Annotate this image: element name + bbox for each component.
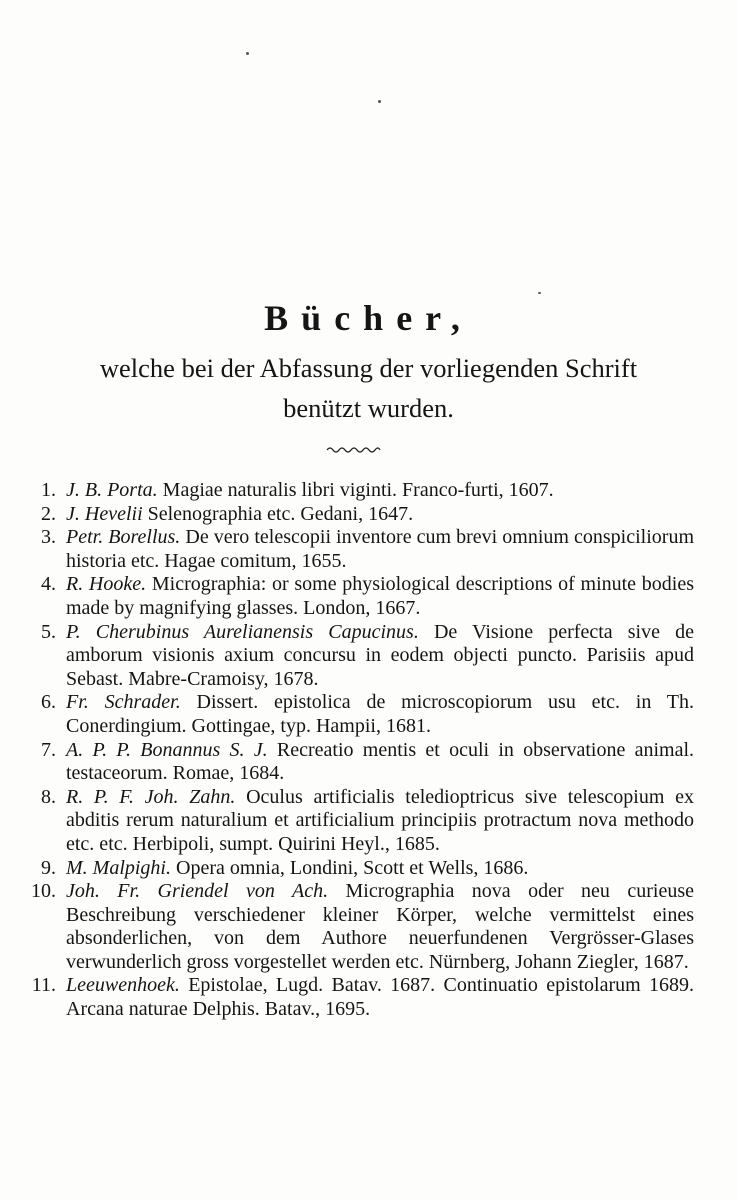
page-heading: Bücher,: [264, 298, 473, 338]
reference-text: Recreatio mentis et oculi in observatione animal. testaceorum. Romae, 1684.: [66, 738, 695, 785]
subtitle-line-1: welche bei der Abfassung der vorliegenden Schrift: [99, 353, 638, 383]
reference-number: 4.: [41, 573, 56, 596]
reference-number: 7.: [41, 738, 56, 761]
reference-author: Fr. Schrader.: [66, 691, 181, 714]
reference-list: [18, 479, 694, 1022]
reference-text: Selenographia etc. Gedani, 1647.: [147, 502, 414, 525]
reference-item: [18, 503, 694, 527]
reference-author: J. B. Porta.: [66, 479, 158, 501]
reference-text: Epistolae, Lugd. Batav. 1687. Continuatio epistolarum 1689. Arcana naturae Delphis. Batav., 1695.: [66, 974, 695, 1021]
reference-item: [18, 857, 694, 881]
reference-item: [18, 691, 694, 738]
reference-number: 5.: [41, 620, 56, 643]
reference-author: Leeuwenhoek.: [66, 974, 180, 997]
reference-author: M. Malpighi.: [66, 856, 171, 879]
page-subtitle: [0, 348, 737, 428]
reference-item: [18, 573, 694, 620]
reference-number: 11.: [31, 974, 56, 997]
reference-text: Micrographia nova oder neu curieuse Beschreibung verschiedener kleiner Körper, welche vermittelst eines absonderlichen, von dem Authore neuerfundenen Vergrösser-Glases verwunderlich gross vorgestellet werden etc. Nürnberg, Johann Ziegler, 1687.: [66, 880, 694, 973]
reference-text: Oculus artificialis teledioptricus sive telescopium ex abditis rerum naturalium et artificialium principiis protractum nova methodo etc. etc. Herbipoli, sumpt. Quirini Heyl., 1685.: [66, 785, 695, 855]
reference-item: [18, 739, 694, 786]
reference-number: 2.: [41, 502, 56, 525]
reference-text: De Visione perfecta sive de amborum visionis axium concursu in eodem objecti puncto. Parisiis apud Sebast. Mabre-Cramoisy, 1678.: [66, 620, 694, 690]
print-speck: [378, 100, 381, 103]
print-speck: [538, 292, 541, 294]
reference-author: R. Hooke.: [66, 573, 147, 596]
reference-author: Joh. Fr. Griendel von Ach.: [66, 880, 329, 903]
reference-item: [18, 880, 694, 974]
reference-item: [18, 621, 694, 692]
print-speck: [246, 52, 249, 55]
reference-number: 9.: [41, 856, 56, 879]
reference-number: 1.: [41, 479, 56, 501]
reference-number: 8.: [41, 785, 56, 808]
reference-number: 3.: [41, 526, 56, 549]
ornament-divider: [325, 444, 381, 454]
reference-author: Petr. Borellus.: [66, 526, 181, 549]
reference-author: R. P. F. Joh. Zahn.: [66, 785, 236, 808]
reference-text: Micrographia: or some physiological descriptions of minute bodies made by magnifying glasses. London, 1667.: [66, 573, 694, 619]
reference-item: [18, 974, 694, 1021]
reference-author: P. Cherubinus Aurelianensis Capucinus.: [66, 620, 419, 643]
reference-item: [18, 786, 694, 857]
reference-item: [18, 526, 694, 573]
reference-item: [18, 479, 694, 503]
reference-author: A. P. P. Bonannus S. J.: [66, 738, 268, 761]
reference-text: Opera omnia, Londini, Scott et Wells, 1686.: [176, 856, 529, 879]
reference-number: 10.: [31, 880, 56, 903]
reference-text: Magiae naturalis libri viginti. Franco-furti, 1607.: [162, 479, 554, 501]
reference-text: Dissert. epistolica de microscopiorum usu etc. in Th. Conerdingium. Gottingae, typ. Hampii, 1681.: [66, 691, 694, 737]
reference-number: 6.: [41, 691, 56, 714]
reference-author: J. Hevelii: [66, 502, 143, 525]
reference-text: De vero telescopii inventore cum brevi omnium conspiciliorum historia etc. Hagae comitum, 1655.: [66, 526, 695, 572]
subtitle-line-2: benützt wurden.: [283, 393, 454, 423]
